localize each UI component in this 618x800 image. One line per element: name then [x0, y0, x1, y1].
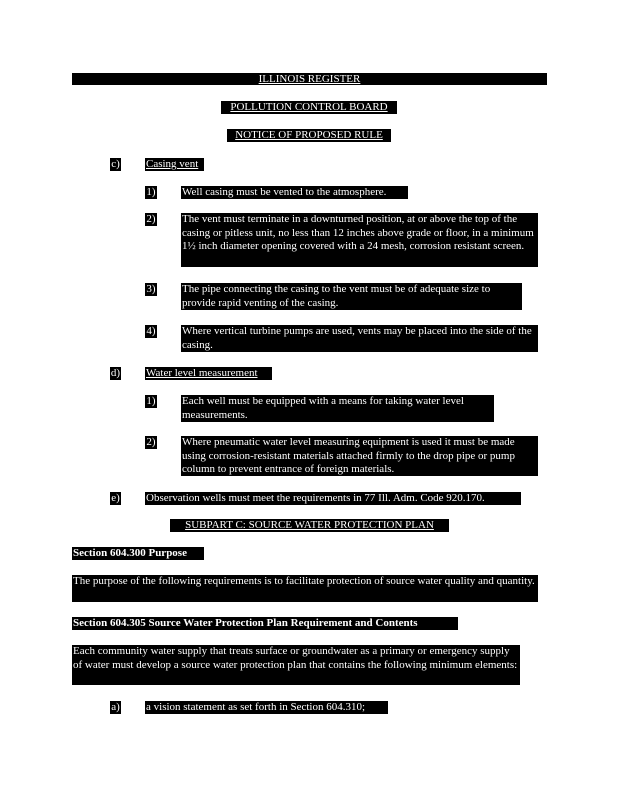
section-604-305-item-a-text: a vision statement as set forth in Section 604.310;: [145, 701, 388, 714]
notice-title: NOTICE OF PROPOSED RULE: [227, 129, 391, 142]
section-c-item-2-marker: 2): [146, 213, 156, 225]
section-c-item-3-text: The pipe connecting the casing to the vent must be of adequate size to provide rapid venting of the casing.: [181, 283, 522, 310]
section-d-item-1-marker: 1): [146, 395, 156, 407]
section-c-item-4-text: Where vertical turbine pumps are used, vents may be placed into the side of the casing.: [181, 325, 538, 352]
section-d-item-2-text: Where pneumatic water level measuring equipment is used it must be made using corrosion-resistant materials attached firmly to the drop pipe or pump column to prevent entrance of foreign materials.: [181, 436, 538, 476]
section-c-marker: c): [111, 158, 120, 170]
section-604-305-heading: Section 604.305 Source Water Protection Plan Requirement and Contents: [72, 617, 458, 630]
section-604-305-item-a-marker: a): [111, 701, 120, 713]
section-d-marker: d): [110, 367, 121, 379]
section-c-title: Casing vent: [145, 158, 204, 171]
board-title: POLLUTION CONTROL BOARD: [221, 101, 397, 114]
section-c-item-2-text: The vent must terminate in a downturned position, at or above the top of the casing or pitless unit, no less than 12 inches above grade or floor, in a minimum 1½ inch diameter opening covered with a 24 mesh, corrosion resistant screen.: [181, 213, 538, 267]
section-604-300-heading: Section 604.300 Purpose: [72, 547, 204, 560]
section-d-item-2-marker: 2): [146, 436, 156, 448]
section-c-item-4-marker: 4): [146, 325, 156, 337]
section-e-marker: e): [111, 492, 120, 504]
section-604-300-body: The purpose of the following requirements is to facilitate protection of source water quality and quantity.: [72, 575, 538, 602]
section-d-title: Water level measurement: [145, 367, 272, 380]
section-c-item-1-text: Well casing must be vented to the atmosphere.: [181, 186, 408, 199]
section-e-text: Observation wells must meet the requirements in 77 Ill. Adm. Code 920.170.: [145, 492, 521, 505]
section-604-305-body: Each community water supply that treats surface or groundwater as a primary or emergency supply of water must develop a source water protection plan that contains the following minimum elements:: [72, 645, 520, 685]
section-c-item-1-marker: 1): [146, 186, 156, 198]
section-c-item-3-marker: 3): [146, 283, 156, 295]
register-title-bar: [72, 73, 547, 85]
section-d-item-1-text: Each well must be equipped with a means for taking water level measurements.: [181, 395, 494, 422]
register-title: ILLINOIS REGISTER: [258, 73, 361, 85]
subpart-heading: SUBPART C: SOURCE WATER PROTECTION PLAN: [170, 519, 449, 532]
